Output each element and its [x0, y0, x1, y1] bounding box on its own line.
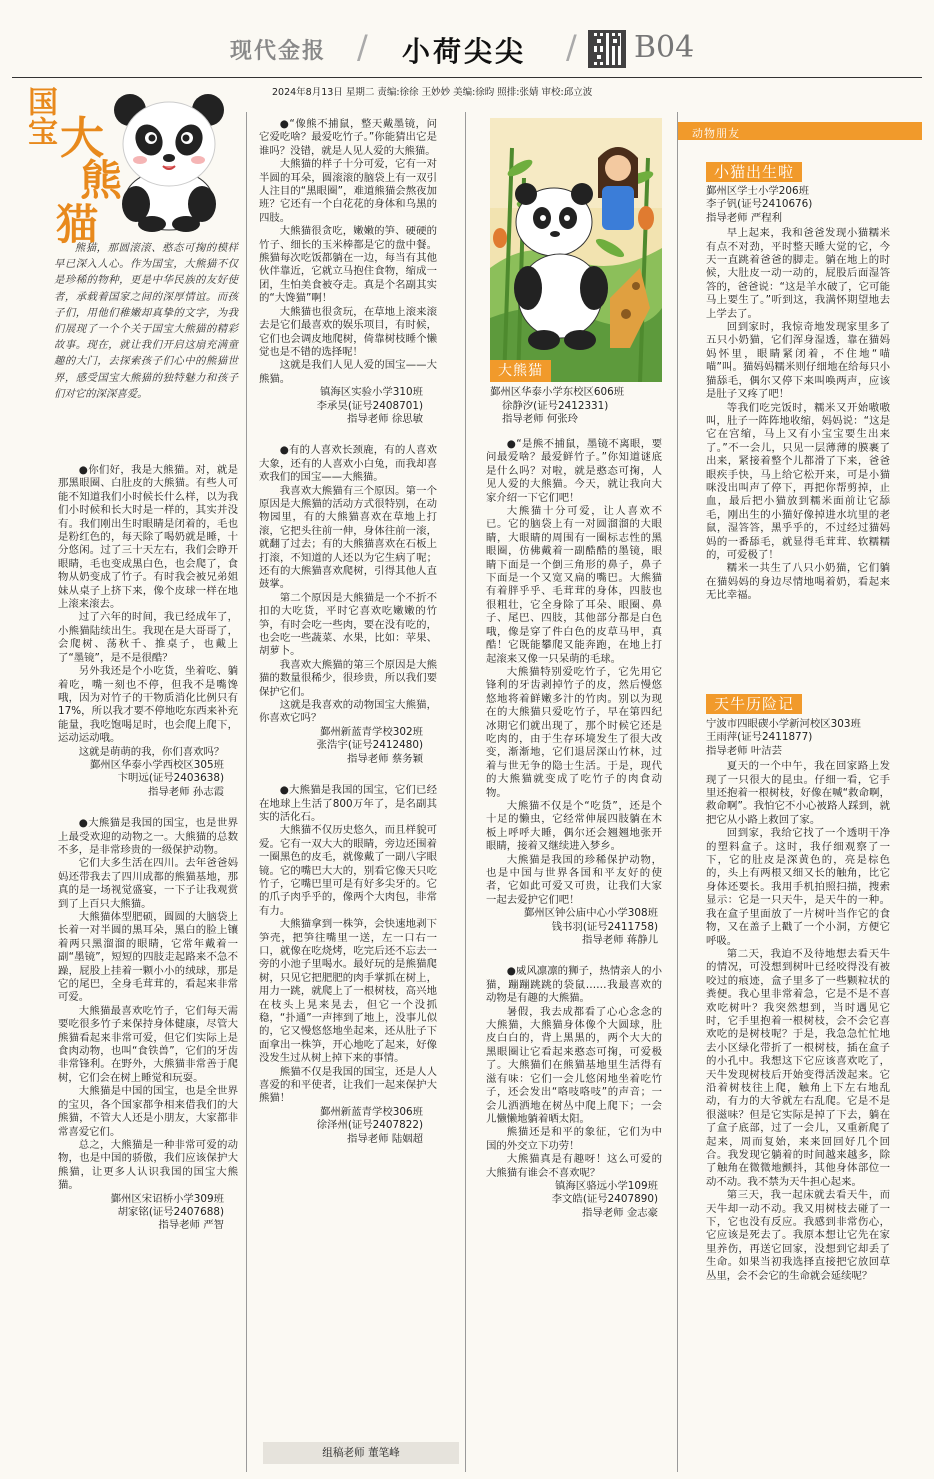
paragraph: 大熊猫不仅是个“吃货”，还是个十足的懒虫，它经常伸展四肢躺在木板上呼呼大睡，偶尔还会翘翘地张开眼睛，接着又继续进入梦乡。 — [486, 799, 662, 853]
story1-title: 小猫出生啦 — [706, 162, 802, 182]
paragraph: 等我们吃完饭时，糯米又开始嗷嗷叫，肚子一阵阵地收缩，妈妈说：“这是它在宫缩，马上又有小宝宝要生出来了。”不一会儿，只见一层薄薄的膜裹了出来，紧接着整个儿都滑了下来，爸爸眼疾手快，马上给它松开来，可是小猫咪没出叫声了停下，再把你帮剪掉，止血，最后把小猫放到糯米面前让它舔毛，刚出生的小猫好像掉进水坑里的老鼠，湿答答，黑乎乎的，不过经过猫妈妈的一番舔毛，就显得毛茸茸、软糯糯的，可爱极了！ — [706, 401, 890, 561]
article-separator — [259, 766, 437, 780]
paragraph: 它们大多生活在四川。去年爸爸妈妈还带我去了四川成都的熊猫基地，那真的是一场视觉盛宴，一下子让我观赏到了上百只大熊猫。 — [58, 857, 238, 910]
byline: 李文皓(证号2407890) — [551, 1193, 658, 1206]
article-lead: ●威风凛凛的狮子，热情亲人的小猫，蹦蹦跳跳的袋鼠……我最喜欢的动物是有趣的大熊猫。 — [486, 965, 662, 1005]
paragraph: 第三天，我一起床就去看天牛，而天牛却一动不动。我又用树枝去碰了一下，它也没有反应。我感到非常伤心，它应该是死去了。我原本想让它先在家里养伤，再送它回家，没想到它却丢了生命。如果当初我选择直接把它放回草丛里，会不会它的生命就会延续呢？ — [706, 1189, 890, 1282]
byline: 指导老师 蔡务颖 — [346, 752, 423, 765]
paragraph: 大熊猫真是有趣呀！这么可爱的大熊猫有谁会不喜欢呢？ — [486, 1153, 662, 1179]
byline: 张浩宇(证号2412480) — [316, 739, 423, 752]
paragraph: 过了六年的时间，我已经成年了，小熊猫陆续出生。我现在是大哥哥了，会爬树、荡秋千、推桌子，也戴上了“墨镜”，是不是很酷？ — [58, 611, 238, 664]
paragraph: 大熊猫是中国的国宝，也是全世界的宝贝，各个国家都争相来借我们的大熊猫，不管大人还是小朋友，大家都非常喜爱它们。 — [58, 1085, 238, 1138]
column-divider — [677, 112, 678, 1472]
paragraph: 第二天，我迫不及待地想去看天牛的情况，可没想到树叶已经咬得没有被咬过的痕迹，盒子里多了一些颗粒状的粪便。我心里非常着急，它是不是不喜欢吃树叶？我突然想到，当时遇见它时，它手里抱着一根树枝，会不会它喜欢吃的是树枝呢？于是，我急急忙忙地去小区绿化带折了一根树枝，插在盒子的小孔中。我想这下它应该喜欢吃了，天牛发现树枝后开始变得活泼起来。它沿着树枝往上爬，触角上下左右地乱动，有力的大爷就左右乱爬。它是不是很滋味？但是它实际是掉了下去，躺在了盒子底部，过了一会儿，又重新爬了起来，周而复始，来来回回好几个回合。我发现它躺着的时间越来越多，除了触角在微微地颤抖，其他身体部位一动不动。我不禁为天牛担心起来。 — [706, 947, 890, 1188]
article-lead: ●你们好，我是大熊猫。对，就是那黑眼圈、白肚皮的大熊猫。有些人可能不知道我们小时候长什么样，以为我们小时候和长大时是一样的，其实并没有。我们刚出生时眼睛是闭着的，毛也是粉红色的，每天除了喝奶就是睡，十分悠闲。过了三十天左右，我们会睁开眼睛，毛也变成黑白色，也会爬了，食物从奶变成了竹子。有时我会被兄弟姐妹从桌子上挤下来，像个皮球一样在地上滚来滚去。 — [58, 464, 238, 611]
byline: 李承昊(证号2408701) — [316, 399, 423, 412]
masthead — [0, 0, 934, 98]
column-divider — [246, 112, 247, 1472]
column-3 — [486, 434, 662, 1474]
paragraph: 早上起来，我和爸爸发现小猫糯米有点不对劲，平时整天睡大觉的它，今天一直跳着爸爸的脚走。躺在地上的时候，大肚皮一动一动的，屁股后面湿答答的，爸爸说：“这是羊水破了，它可能马上要生了。”听到这，我满怀期望地去上学去了。 — [706, 227, 890, 320]
story1-student: 李子钒(证号2410676) — [706, 198, 813, 211]
paragraph: 大熊猫最喜欢吃竹子，它们每天需要吃很多竹子来保持身体健康，尽管大熊猫看起来非常可爱，但它们实际上是食肉动物，也叫“食铁兽”，它们的牙齿非常锋利。在野外，大熊猫非常善于爬树，它们会在树上睡觉和玩耍。 — [58, 1004, 238, 1084]
column-1 — [58, 460, 238, 1475]
byline: 鄞州区宋诏桥小学309班 — [110, 1192, 224, 1205]
masthead-slash: / — [357, 28, 368, 66]
column-divider — [465, 112, 466, 1472]
paragraph: 糯米一共生了八只小奶猫，它们躺在猫妈妈的身边尽情地喝着奶，看起来无比幸福。 — [706, 562, 890, 602]
child-painting — [490, 118, 662, 382]
byline: 鄞州新蓝青学校306班 — [320, 1105, 423, 1118]
paragraph: 暑假，我去成都看了心心念念的大熊猫，大熊猫身体像个大圆球，肚皮白白的，背上黑黑的，两个大大的黑眼圈让它看起来憨态可掬，可爱极了。大熊猫们在熊猫基地里生活得有滋有味：它们一会儿悠闲地坐着吃竹子，还会发出“咯吱咯吱”的声音；一会儿洒洒地在树丛中爬上爬下；一会儿懒懒地躺着晒太阳。 — [486, 1005, 662, 1125]
byline: 指导老师 孙志霞 — [147, 785, 224, 798]
painting-teacher: 指导老师 何张玲 — [502, 413, 579, 426]
paragraph: 熊猫还是和平的象征，它们为中国的外交立下功劳！ — [486, 1126, 662, 1152]
painting-credit — [490, 386, 662, 427]
byline: 指导老师 金志豪 — [581, 1206, 658, 1219]
painting-student: 徐静汐(证号2412331) — [502, 399, 609, 412]
paragraph: 大熊猫很贪吃，嫩嫩的笋、硬硬的竹子、细长的玉米棒都是它的盘中餐。熊猫每次吃饭都躺在一边，每当有其他伙伴靠近，它就立马抱住食物，缩成一团，生怕美食被夺走。真是个名副其实的“大馋猫”啊！ — [259, 225, 437, 305]
column-2 — [259, 114, 437, 1444]
paragraph: 总之，大熊猫是一种非常可爱的动物，也是中国的骄傲，我们应该保护大熊猫，让更多人认识我国的国宝大熊猫。 — [58, 1138, 238, 1192]
paragraph: 我喜欢大熊猫的第三个原因是大熊猫的数量很稀少，很珍贵，所以我们要保护它们。 — [259, 658, 437, 698]
story2-school: 宁波市四眼碶小学新河校区303班 — [706, 718, 861, 730]
byline: 镇海区骆远小学109班 — [555, 1179, 658, 1192]
dateline: 2024年8月13日 星期二 责编:徐徐 王妙妙 美编:徐昀 照排:张婧 审校:邱立波 — [272, 87, 593, 98]
story2-student: 王雨萍(证号2411877) — [706, 731, 813, 744]
paragraph: 第二个原因是大熊猫是一个不折不扣的大吃货，平时它喜欢吃嫩嫩的竹笋，有时会吃一些肉，要在没有吃的，也会吃一些蔬菜、水果，比如：苹果、胡萝卜。 — [259, 591, 437, 658]
article-lead: ●有的人喜欢长颈鹿，有的人喜欢大象，还有的人喜欢小白兔，而我却喜欢我们的国宝——大熊猫。 — [259, 444, 437, 484]
paragraph: 大熊猫十分可爱，让人喜欢不已。它的脑袋上有一对圆溜溜的大眼睛，大眼睛的周围有一圈标志性的黑眼圈，仿佛戴着一副酷酷的墨镜，眼睛下面是一个倒三角形的鼻子，鼻子下面是一个又宽又扁的嘴巴。大熊猫有着胖乎乎、毛茸茸的身体，四肢也很粗壮，它全身除了耳朵、眼圈、鼻子、尾巴、四肢，其他部分都是白色哦，像是穿了件白色的皮草马甲，真酷！它既能攀爬又能奔跑，在地上打起滚来又像一只呆萌的毛球。 — [486, 505, 662, 665]
paragraph: 大熊猫的样子十分可爱，它有一对半圆的耳朵，圆滚滚的脑袋上有一双引人注目的“黑眼圈”，难道熊猫会熬夜加班？它还有一个白花花的身体和乌黑的四肢。 — [259, 158, 437, 224]
title-big-xiong: 熊 — [80, 156, 123, 205]
story2-title: 天牛历险记 — [706, 694, 802, 714]
byline: 鄞州新蓝青学校302班 — [320, 725, 423, 738]
paragraph: 大熊猫体型肥硕，圆圆的大脑袋上长着一对半圆的黑耳朵，黑白的脸上镶着两只黑溜溜的眼睛，它常年戴着一副“墨镜”，短短的四肢走起路来不急不躁，屁股上挂着一颗小小的绒球，那是它的尾巴，全身毛茸茸的，看起来非常可爱。 — [58, 911, 238, 1004]
paragraph: 大熊猫拿到一株笋，会快速地剥下笋壳，把笋往嘴里一送，左一口右一口，就像在吃烧烤，吃完后还不忘去一旁的小池子里喝水。最好玩的是熊猫爬树，只见它把肥肥的肉手掌抓在树上，用力一跳，就爬上了一根树枝，高兴地在枝头上晃来晃去，但它一个没抓稳，“扑通”一声摔到了地上，没事儿似的，它又慢悠悠地坐起来，还从肚子下面拿出一株笋，开心地吃了起来，好像没发生过从树上掉下来的事情。 — [259, 918, 437, 1065]
paragraph: 回到家，我给它找了一个透明干净的塑料盒子。这时，我仔细观察了一下，它的肚皮是深黄色的，亮是棕色的，头上有两根又细又长的触角，比它身体还要长。我用手机拍照扫描，搜索显示：它是一只天牛，是天牛的一种。我在盒子里面放了一片树叶当作它的食物，又在盖子上戳了一个小洞，方便它呼吸。 — [706, 827, 890, 947]
paragraph: 大熊猫特别爱吃竹子，它先用它锋利的牙齿剥掉竹子的皮，然后慢悠悠地将着鲜嫩多汁的竹肉。别以为现在的大熊猫只爱吃竹子，早在第四纪冰期它们就出现了，那个时候它还是吃肉的，由于生存环境发生了很大改变，渐渐地，它们退居深山竹林，过着与世无争的隐士生活。于是，现代的大熊猫就变成了吃竹子的肉食动物。 — [486, 665, 662, 799]
story1 — [706, 185, 890, 695]
paragraph: 回到家时，我惊奇地发现家里多了五只小奶猫，它们浑身湿透，靠在猫妈妈怀里，眼睛紧闭着，不住地“喵喵”叫。猫妈妈糯米则仔细地在给每只小猫舔毛，偶尔又停下来叫唤两声，应该是肚子又疼了吧！ — [706, 321, 890, 401]
masthead-slash: / — [566, 28, 577, 66]
paragraph: 夏天的一个中午，我在回家路上发现了一只很大的昆虫。仔细一看，它手里还抱着一根树枝，好像在喊“救命啊，救命啊”。我怕它不小心被路人踩到，就把它从小路上救回了家。 — [706, 760, 890, 826]
title-big-da: 大 — [60, 113, 104, 164]
byline: 鄞州区华泰小学西校区305班 — [89, 758, 224, 771]
byline: 钱书羽(证号2411758) — [551, 920, 658, 933]
paragraph: 我喜欢大熊猫有三个原因。第一个原因是大熊猫的活动方式很特别，在动物园里，有的大熊猫喜欢在草地上打滚，它把头往前一伸，身体往前一滚，就翻了过去；有的大熊猫喜欢在石板上打滚，不知道的人还以为它生病了呢；还有的大熊猫喜欢爬树，引得其他人直鼓掌。 — [259, 484, 437, 591]
story2-teacher: 指导老师 叶洁芸 — [706, 744, 783, 757]
panda-illustration — [104, 82, 234, 232]
paragraph: 熊猫不仅是我国的国宝，还是人人喜爱的和平使者，让我们一起来保护大熊猫！ — [259, 1065, 437, 1105]
painting-caption: 大熊猫 — [490, 360, 551, 382]
byline: 镇海区实验小学310班 — [320, 386, 423, 399]
article-separator — [486, 947, 662, 961]
byline: 胡家铭(证号2407688) — [117, 1205, 224, 1218]
painting-school: 鄞州区华泰小学东校区606班 — [490, 386, 625, 398]
title-small-guobao: 国宝 — [22, 86, 57, 146]
byline: 鄞州区钟公庙中心小学308班 — [523, 907, 658, 920]
paragraph: 大熊猫是我国的珍稀保护动物，也是中国与世界各国和平友好的使者，它如此可爱又可贵，让我们大家一起去爱护它们吧！ — [486, 853, 662, 906]
column-4-header: 动物朋友 — [678, 122, 922, 140]
paragraph: 大熊猫也很贪玩，在草地上滚来滚去是它们最喜欢的娱乐项目，有时候，它们也会调皮地爬树，倚靠树枝睡个懒觉也是不错的选择呢！ — [259, 305, 437, 358]
paragraph: 这就是我喜欢的动物国宝大熊猫，你喜欢它吗？ — [259, 699, 437, 725]
page-number: B04 — [634, 30, 695, 65]
title-big-mao: 猫 — [56, 200, 99, 249]
paper-name: 现代金报 — [230, 38, 327, 64]
byline: 徐泽州(证号2407822) — [316, 1119, 423, 1132]
editor-footer: 组稿老师 董笔峰 — [263, 1442, 459, 1464]
qr-code-icon — [588, 30, 626, 68]
story1-teacher: 指导老师 严程利 — [706, 211, 783, 224]
article-lead: ●大熊猫是我国的国宝，它们已经在地球上生活了800万年了，是名副其实的活化石。 — [259, 784, 437, 823]
article-lead: ●“是熊不捕鼠，墨镜不离眼，要问最爱啥？最爱鲜竹子。”你知道谜底是什么吗？对啦，就是憨态可掬，人见人爱的大熊猫。今天，就让我向大家介绍一下它们吧！ — [486, 438, 662, 504]
paragraph: 这就是萌萌的我，你们喜欢吗？ — [78, 745, 225, 758]
byline: 指导老师 蒋静儿 — [581, 934, 658, 947]
paragraph: 大熊猫不仅历史悠久，而且样貌可爱。它有一双大大的眼睛，旁边还围着一圈黑色的皮毛，就像戴了一副八字眼镜。它的嘴巴大大的，别看它像天只吃竹子，它嘴巴里可是有好多尖牙的。它的爪子肉乎乎的，像两个大肉包，非常有力。 — [259, 824, 437, 917]
paragraph: 另外我还是个小吃货，坐着吃、躺着吃，嘴一刻也不停，但我不是嘴馋哦，因为对竹子的干物质消化比例只有17%，所以我才要不停地吃东西来补充能量，我吃饱喝足时，也会爬上爬下，运动运动哦。 — [58, 665, 238, 745]
byline: 指导老师 严智 — [158, 1219, 224, 1232]
byline: 卞明远(证号2403638) — [117, 772, 224, 785]
article-lead: ●大熊猫是我国的国宝，也是世界上最受欢迎的动物之一。大熊猫的总数不多，是非常珍贵的一级保护动物。 — [58, 817, 238, 856]
byline: 指导老师 徐思敏 — [346, 412, 423, 425]
article-separator — [259, 426, 437, 440]
story2 — [706, 718, 890, 1473]
byline: 指导老师 陆姻超 — [346, 1132, 423, 1145]
intro-paragraph: 熊猫，那圆滚滚、憨态可掬的模样早已深入人心。作为国宝，大熊猫不仅是珍稀的物种，更是中华民族的友好使者，承载着国家之间的深厚情谊。而孩子们，用他们稚嫩却真挚的文字，为我们展现了一个个关于国宝大熊猫的精彩故事。现在，就让我们开启这扇充满童趣的大门，去探索孩子们心中的熊猫世界，感受国宝大熊猫的独特魅力和孩子们对它的深深喜爱。 — [54, 242, 238, 400]
story1-school: 鄞州区学士小学206班 — [706, 185, 809, 197]
article-lead: ●“像熊不捕鼠，整天戴墨镜，问它爱吃啥？最爱吃竹子。”你能猜出它是谁吗？没错，就是人见人爱的大熊猫。 — [259, 118, 437, 157]
article-separator — [58, 799, 238, 813]
paragraph: 这就是我们人见人爱的国宝——大熊猫。 — [259, 359, 437, 385]
section-name: 小荷尖尖 — [402, 35, 527, 68]
